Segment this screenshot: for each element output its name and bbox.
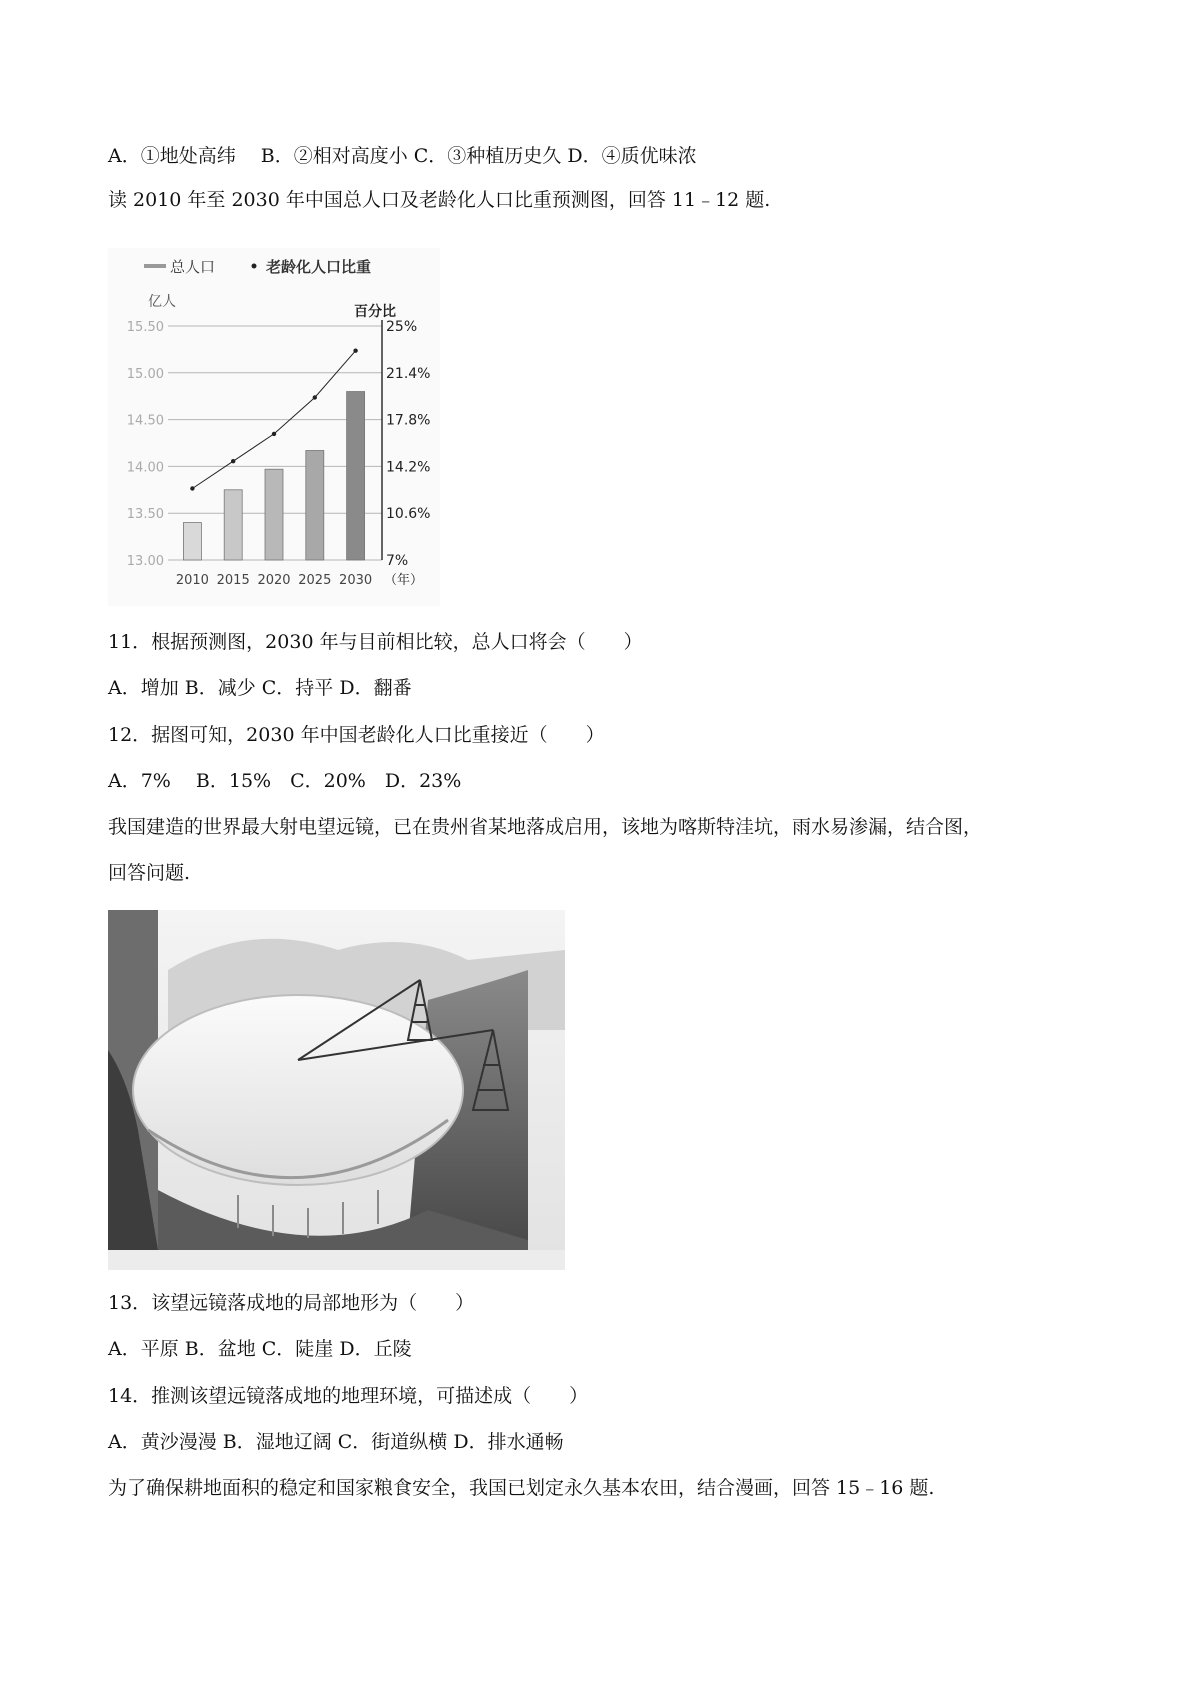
x-tick-label: 2030 [339, 573, 373, 588]
aging-point-2010 [190, 486, 194, 490]
q11-options: A．增加 B．减少 C．持平 D．翻番 [108, 677, 412, 699]
population-chart [108, 248, 440, 606]
population-bar-2020 [265, 469, 283, 560]
population-bar-2025 [306, 450, 324, 560]
legend-population: 总人口 [170, 258, 216, 276]
q14-question: 14．推测该望远镜落成地的地理环境，可描述成（ ） [108, 1385, 589, 1407]
q10-options: A．①地处高纬 B．②相对高度小 C．③种植历史久 D．④质优味浓 [108, 145, 697, 167]
left-tick-label: 15.50 [126, 320, 164, 335]
left-tick-label: 14.50 [126, 413, 164, 429]
right-tick-label: 14.2% [386, 459, 431, 476]
q12-question: 12．据图可知，2030 年中国老龄化人口比重接近（ ） [108, 724, 605, 746]
population-bar-2010 [183, 523, 201, 560]
aging-point-2020 [272, 432, 276, 436]
population-bar-2030 [347, 392, 365, 560]
right-tick-label: 10.6% [386, 506, 431, 523]
right-tick-label: 21.4% [386, 365, 431, 382]
q13-question: 13．该望远镜落成地的局部地形为（ ） [108, 1292, 475, 1314]
aging-point-2025 [313, 395, 317, 399]
left-tick-label: 13.50 [126, 507, 164, 523]
x-tick-label: 2010 [175, 573, 209, 588]
right-axis-title: 百分比 [354, 304, 396, 320]
left-axis-title: 亿人 [148, 294, 176, 310]
left-tick-label: 13.00 [126, 554, 164, 569]
x-tick-label: 2015 [216, 573, 250, 588]
q13-options: A．平原 B．盆地 C．陡崖 D．丘陵 [108, 1338, 412, 1360]
aging-point-2015 [231, 459, 235, 463]
q12-options: A．7% B．15% C．20% D．23% [108, 770, 462, 792]
q14-options: A．黄沙漫漫 B．湿地辽阔 C．街道纵横 D．排水通畅 [108, 1431, 564, 1453]
intro-q13-14-line2: 回答问题. [108, 862, 191, 884]
population-bar-2015 [224, 490, 242, 560]
intro-q15-16: 为了确保耕地面积的稳定和国家粮食安全，我国已划定永久基本农田，结合漫画，回答 15﹣16 题. [108, 1477, 935, 1499]
population-chart-svg [108, 248, 440, 606]
x-tick-label: 2020 [257, 573, 291, 588]
radio-telescope-photo [108, 910, 565, 1270]
right-tick-label: 7% [386, 553, 409, 569]
legend-line-swatch [252, 264, 257, 269]
q11-question: 11．根据预测图，2030 年与目前相比较，总人口将会（ ） [108, 631, 643, 653]
intro-q13-14-line1: 我国建造的世界最大射电望远镜，已在贵州省某地落成启用，该地为喀斯特洼坑，雨水易渗漏，结合图， [108, 816, 983, 838]
right-tick-label: 17.8% [386, 412, 431, 429]
telescope-photo-svg [108, 910, 565, 1270]
x-tick-label: 2025 [298, 573, 332, 588]
left-tick-label: 14.00 [126, 460, 164, 476]
aging-point-2030 [353, 349, 357, 353]
intro-q11-12: 读 2010 年至 2030 年中国总人口及老龄化人口比重预测图，回答 11﹣12 题. [108, 189, 771, 211]
x-axis-unit: （年） [384, 573, 424, 588]
right-tick-label: 25% [386, 319, 418, 335]
legend-aging: 老龄化人口比重 [266, 258, 372, 276]
left-tick-label: 15.00 [126, 366, 164, 382]
